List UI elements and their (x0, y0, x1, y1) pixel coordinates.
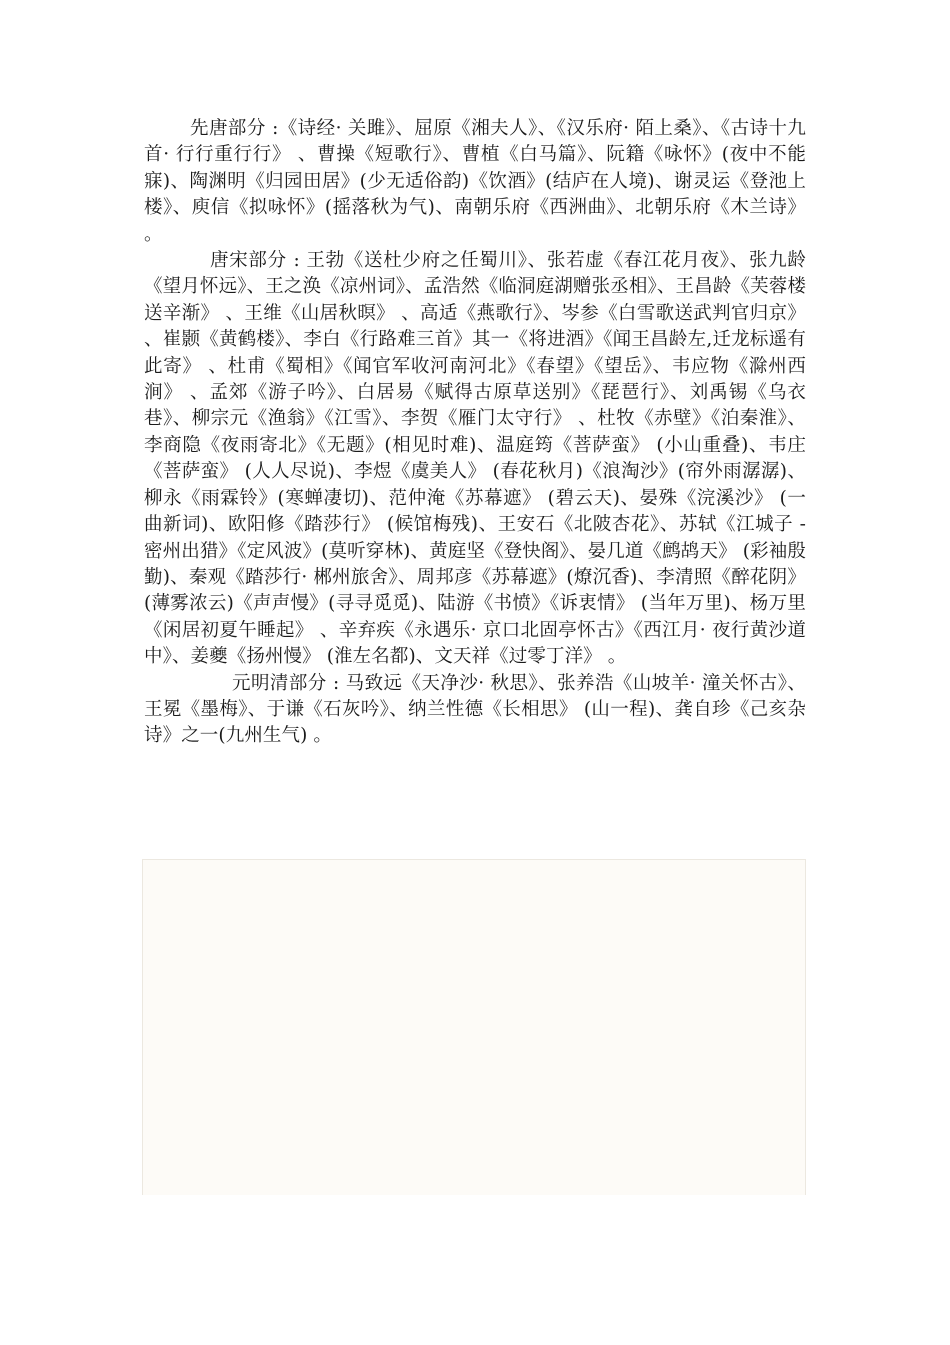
yuan-ming-qing-paragraph: 元明清部分 : 马致远《天净沙· 秋思》、张养浩《山坡羊· 潼关怀古》、王冕《墨梅》、于谦《石灰吟》、纳兰性德《长相思》 (山一程)、龚自珍《己亥杂诗》之一(九州生气) 。 (144, 672, 806, 747)
blank-image-area (142, 859, 806, 1195)
pre-tang-paragraph: 先唐部分 :《诗经· 关雎》、屈原《湘夫人》、《汉乐府· 陌上桑》、《古诗十九首· 行行重行行》 、曹操《短歌行》、曹植《白马篇》、阮籍《咏怀》(夜中不能寐)、陶渊明《归园田居》(少无适俗韵)《饮酒》(结庐在人境)、谢灵运《登池上楼》、庾信《拟咏怀》(摇落秋为气)、南朝乐府《西洲曲》、北朝乐府《木兰诗》 。 (144, 118, 806, 245)
tang-song-paragraph: 唐宋部分 : 王勃《送杜少府之任蜀川》、张若虚《春江花月夜》、张九龄《望月怀远》、王之涣《凉州词》、孟浩然《临洞庭湖赠张丞相》、王昌龄《芙蓉楼送辛渐》 、王维《山居秋暝》 、高适《燕歌行》、岑参《白雪歌送武判官归京》 、崔颢《黄鹤楼》、李白《行路难三首》其一《将进酒》《闻王昌龄左,迁龙标遥有此寄》 、杜甫《蜀相》《闻官军收河南河北》《春望》《望岳》、韦应物《滁州西涧》 、孟郊《游子吟》、白居易《赋得古原草送别》《琵琶行》、刘禹锡《乌衣巷》、柳宗元《渔翁》《江雪》、李贺《雁门太守行》 、杜牧《赤壁》《泊秦淮》、李商隐《夜雨寄北》《无题》(相见时难)、温庭筠《菩萨蛮》 (小山重叠)、韦庄《菩萨蛮》 (人人尽说)、李煜《虞美人》 (春花秋月)《浪淘沙》(帘外雨潺潺)、柳永《雨霖铃》(寒蝉凄切)、范仲淹《苏幕遮》 (碧云天)、晏殊《浣溪沙》 (一曲新词)、欧阳修《踏莎行》 (候馆梅残)、王安石《北陂杏花》、苏轼《江城子 - 密州出猎》《定风波》(莫听穿林)、黄庭坚《登快阁》、晏几道《鹧鸪天》 (彩袖殷勤)、秦观《踏莎行· 郴州旅舍》、周邦彦《苏幕遮》(燎沉香)、李清照《醉花阴》 (薄雾浓云)《声声慢》(寻寻觅觅)、陆游《书愤》《诉衷情》 (当年万里)、杨万里《闲居初夏午睡起》 、辛弃疾《永遇乐· 京口北固亭怀古》《西江月· 夜行黄沙道中》、姜夔《扬州慢》 (淮左名都)、文天祥《过零丁洋》 。 (144, 250, 806, 668)
poem-list-text (144, 116, 806, 750)
